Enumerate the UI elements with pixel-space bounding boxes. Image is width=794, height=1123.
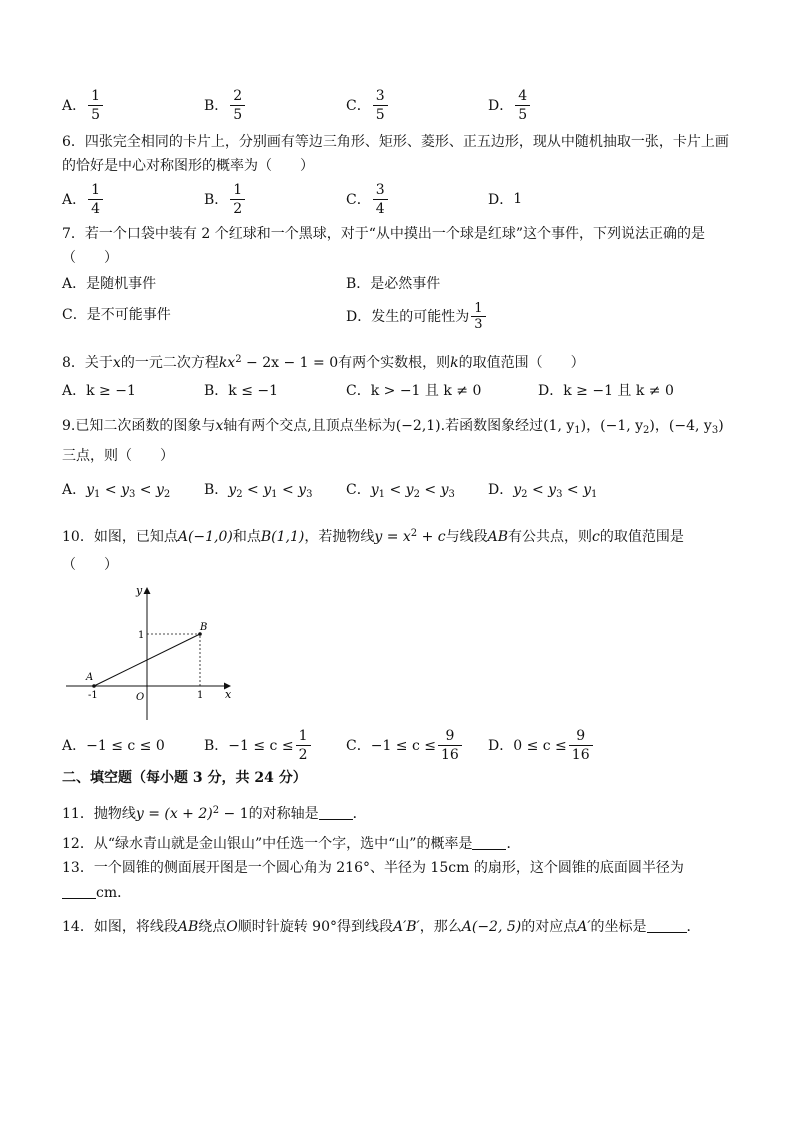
text: ， — [654, 418, 669, 434]
option-label: B． — [204, 98, 229, 114]
q7-stem-line1: 7．若一个口袋中装有 2 个红球和一个黑球，对于“从中摸出一个球是红球”这个事件，下列说法正确的是 — [62, 226, 706, 242]
math-sup: 2 — [212, 805, 220, 816]
q6-option-d[interactable] — [488, 176, 522, 222]
text: ． — [506, 836, 521, 852]
q6-option-c[interactable] — [346, 176, 390, 222]
text: 绕点 — [198, 919, 227, 935]
option-label: D．0 ≤ c ≤ — [488, 738, 567, 754]
q9-option-c[interactable]: C．$y_1 < y_2 < y_3$ — [346, 482, 455, 500]
q6-stem-line2: 的恰好是中心对称图形的概率为（ ） — [62, 158, 314, 174]
q7-stem-line2: （ ） — [62, 250, 118, 266]
text: 14．如图，将线段 — [62, 919, 178, 935]
answer-blank[interactable] — [472, 835, 506, 850]
numerator: 3 — [375, 87, 385, 104]
q10-option-d[interactable] — [488, 722, 595, 768]
numerator: 1 — [298, 727, 308, 744]
denominator: 5 — [88, 105, 103, 124]
option-label: C．−1 ≤ c ≤ — [346, 738, 437, 754]
fraction — [438, 727, 462, 764]
point-1: (1, $y_1$) — [543, 418, 587, 436]
point-b-label: B — [200, 622, 208, 633]
math-sup: 2 — [410, 528, 418, 539]
numerator: 3 — [375, 181, 385, 198]
math-var: c — [592, 529, 600, 545]
q7-option-b[interactable]: B．是必然事件 — [346, 276, 441, 292]
q10-stem-line1 — [62, 524, 684, 547]
q9-option-d[interactable]: D．$y_2 < y_3 < y_1$ — [488, 482, 598, 500]
denominator: 16 — [438, 745, 462, 764]
fraction — [471, 301, 485, 332]
q5-option-d[interactable] — [488, 82, 532, 128]
origin-label: O — [136, 692, 145, 703]
q6-stem-line1: 6．四张完全相同的卡片上，分别画有等边三角形、矩形、菱形、正五边形，现从中随机抽取一张，卡片上画 — [62, 134, 729, 150]
option-label: C． — [346, 192, 371, 208]
text: 8．关于 — [62, 355, 113, 371]
q10-option-c[interactable] — [346, 722, 464, 768]
q7-option-d[interactable] — [346, 296, 488, 336]
q5-options — [62, 82, 742, 128]
numerator: 1 — [474, 300, 483, 316]
option-label: A． — [62, 98, 87, 114]
math-var: x — [112, 355, 121, 371]
text: 的坐标是 — [590, 919, 647, 935]
q8-option-c[interactable]: C．k > −1 且 k ≠ 0 — [346, 383, 482, 399]
q9-option-b[interactable]: B．$y_2 < y_1 < y_3$ — [204, 482, 313, 500]
q10-graph — [60, 580, 250, 725]
text: ， — [586, 418, 601, 434]
option-label: C． — [346, 98, 371, 114]
q12-stem — [62, 834, 520, 854]
fraction — [230, 87, 245, 124]
tick-label-x1: 1 — [197, 690, 204, 701]
fraction — [373, 181, 388, 218]
q5-option-a[interactable] — [62, 82, 105, 128]
math-expr: + c — [417, 529, 446, 545]
option-label: A． — [62, 192, 87, 208]
math-var: x — [215, 418, 224, 434]
fraction — [373, 87, 388, 124]
text: 与线段 — [445, 529, 488, 545]
q7-option-a[interactable]: A．是随机事件 — [62, 276, 157, 292]
math-var: AB — [177, 919, 199, 935]
math-expr: B(1,1) — [260, 529, 305, 545]
q11-stem — [62, 801, 367, 824]
denominator: 16 — [569, 745, 593, 764]
q10-options — [62, 722, 742, 768]
text: 10．如图，已知点 — [62, 529, 178, 545]
math-var: A′B′ — [392, 919, 420, 935]
text: 的取值范围是 — [599, 529, 684, 545]
q10-option-b[interactable] — [204, 722, 313, 768]
q6-option-a[interactable] — [62, 176, 105, 222]
denominator: 5 — [373, 105, 388, 124]
denominator: 3 — [471, 316, 485, 332]
tick-label-y1: 1 — [138, 630, 145, 641]
fraction — [88, 87, 103, 124]
text: 的取值范围（ ） — [458, 355, 585, 371]
point-3: (−4, $y_3$) — [668, 418, 724, 436]
answer-blank[interactable] — [647, 918, 687, 933]
option-label: D． — [488, 192, 514, 208]
text: 有两个实数根，则 — [338, 355, 451, 371]
text: .若函数图象经过 — [440, 418, 544, 434]
denominator: 4 — [88, 199, 103, 218]
x-axis-label: x — [225, 688, 232, 701]
numerator: 1 — [91, 87, 101, 104]
q7-option-c[interactable]: C．是不可能事件 — [62, 307, 171, 323]
math-expr: (−2,1) — [395, 418, 441, 434]
tick-label-xm1: -1 — [88, 690, 98, 701]
fraction — [569, 727, 593, 764]
text: 有公共点，则 — [508, 529, 593, 545]
math-expr: kx — [218, 355, 236, 371]
math-var: A′ — [577, 919, 591, 935]
fraction — [230, 181, 245, 218]
text: 的对应点 — [521, 919, 578, 935]
option-label: A．−1 ≤ c ≤ 0 — [62, 738, 165, 754]
math-var: k — [450, 355, 459, 371]
text: 12．从“绿水青山就是金山银山”中任选一个字，选中“山”的概率是 — [62, 836, 473, 852]
text: 轴有两个交点,且顶点坐标为 — [223, 418, 396, 434]
q6-options — [62, 176, 742, 222]
math-expr: A(−1,0) — [177, 529, 233, 545]
text: ，若抛物线 — [304, 529, 375, 545]
text: 和点 — [232, 529, 261, 545]
text: 9.已知二次函数的图象与 — [62, 418, 216, 434]
option-label: B． — [204, 192, 229, 208]
denominator: 2 — [296, 745, 311, 764]
q9-option-a[interactable]: A．$y_1 < y_3 < y_2$ — [62, 482, 171, 500]
q5-option-c[interactable] — [346, 82, 390, 128]
option-label: D．发生的可能性为 — [346, 309, 470, 325]
q8-option-b[interactable]: B．k ≤ −1 — [204, 383, 279, 399]
q14-stem — [62, 917, 701, 937]
text: ． — [352, 806, 367, 822]
fraction — [88, 181, 103, 218]
denominator: 2 — [230, 199, 245, 218]
answer-blank[interactable] — [62, 884, 96, 899]
numerator: 9 — [576, 727, 586, 744]
text: 的对称轴是 — [248, 806, 319, 822]
section-title-fill-in: 二、填空题（每小题 3 分，共 24 分） — [62, 770, 307, 786]
denominator: 5 — [515, 105, 530, 124]
text: 的一元二次方程 — [120, 355, 219, 371]
numerator: 9 — [445, 727, 455, 744]
y-axis-label: y — [136, 584, 143, 597]
text: 顺时针旋转 90°得到线段 — [237, 919, 393, 935]
text: ． — [686, 919, 701, 935]
q9-stem-line1 — [62, 416, 724, 441]
option-label: D． — [488, 98, 514, 114]
math-var: AB — [487, 529, 509, 545]
math-sup: 2 — [235, 354, 242, 365]
q8-stem — [62, 350, 585, 373]
option-value: 1 — [513, 191, 523, 207]
q8-option-a[interactable]: A．k ≥ −1 — [62, 383, 136, 399]
numerator: 1 — [233, 181, 243, 198]
option-label: B．−1 ≤ c ≤ — [204, 738, 294, 754]
numerator: 4 — [518, 87, 528, 104]
denominator: 5 — [230, 105, 245, 124]
math-var: O — [226, 919, 238, 935]
point-2: (−1, $y_2$) — [600, 418, 655, 436]
math-expr: y = (x + 2) — [135, 806, 213, 822]
denominator: 4 — [373, 199, 388, 218]
text: ，那么 — [419, 919, 462, 935]
q5-option-b[interactable] — [204, 82, 247, 128]
point-a-dot — [92, 684, 96, 688]
q10-option-a[interactable] — [62, 722, 165, 768]
numerator: 2 — [233, 87, 243, 104]
q6-option-b[interactable] — [204, 176, 247, 222]
numerator: 1 — [91, 181, 101, 198]
math-expr: − 1 — [219, 806, 249, 822]
q8-option-d[interactable]: D．k ≥ −1 且 k ≠ 0 — [538, 383, 674, 399]
math-expr: y = x — [374, 529, 411, 545]
q9-stem-line2: 三点，则（ ） — [62, 448, 174, 464]
fraction — [515, 87, 530, 124]
text: 11．抛物线 — [62, 806, 136, 822]
point-a-label: A — [86, 672, 94, 683]
answer-blank[interactable] — [319, 805, 353, 820]
text: cm． — [96, 885, 132, 901]
q13-stem-line2 — [62, 883, 131, 903]
q13-stem-line1: 13．一个圆锥的侧面展开图是一个圆心角为 216°、半径为 15cm 的扇形，这个圆锥的底面圆半径为 — [62, 860, 684, 876]
fraction — [296, 727, 311, 764]
q10-stem-line2: （ ） — [62, 557, 118, 573]
math-expr: − 2x − 1 = 0 — [241, 355, 339, 371]
math-expr: A(−2, 5) — [461, 919, 522, 935]
